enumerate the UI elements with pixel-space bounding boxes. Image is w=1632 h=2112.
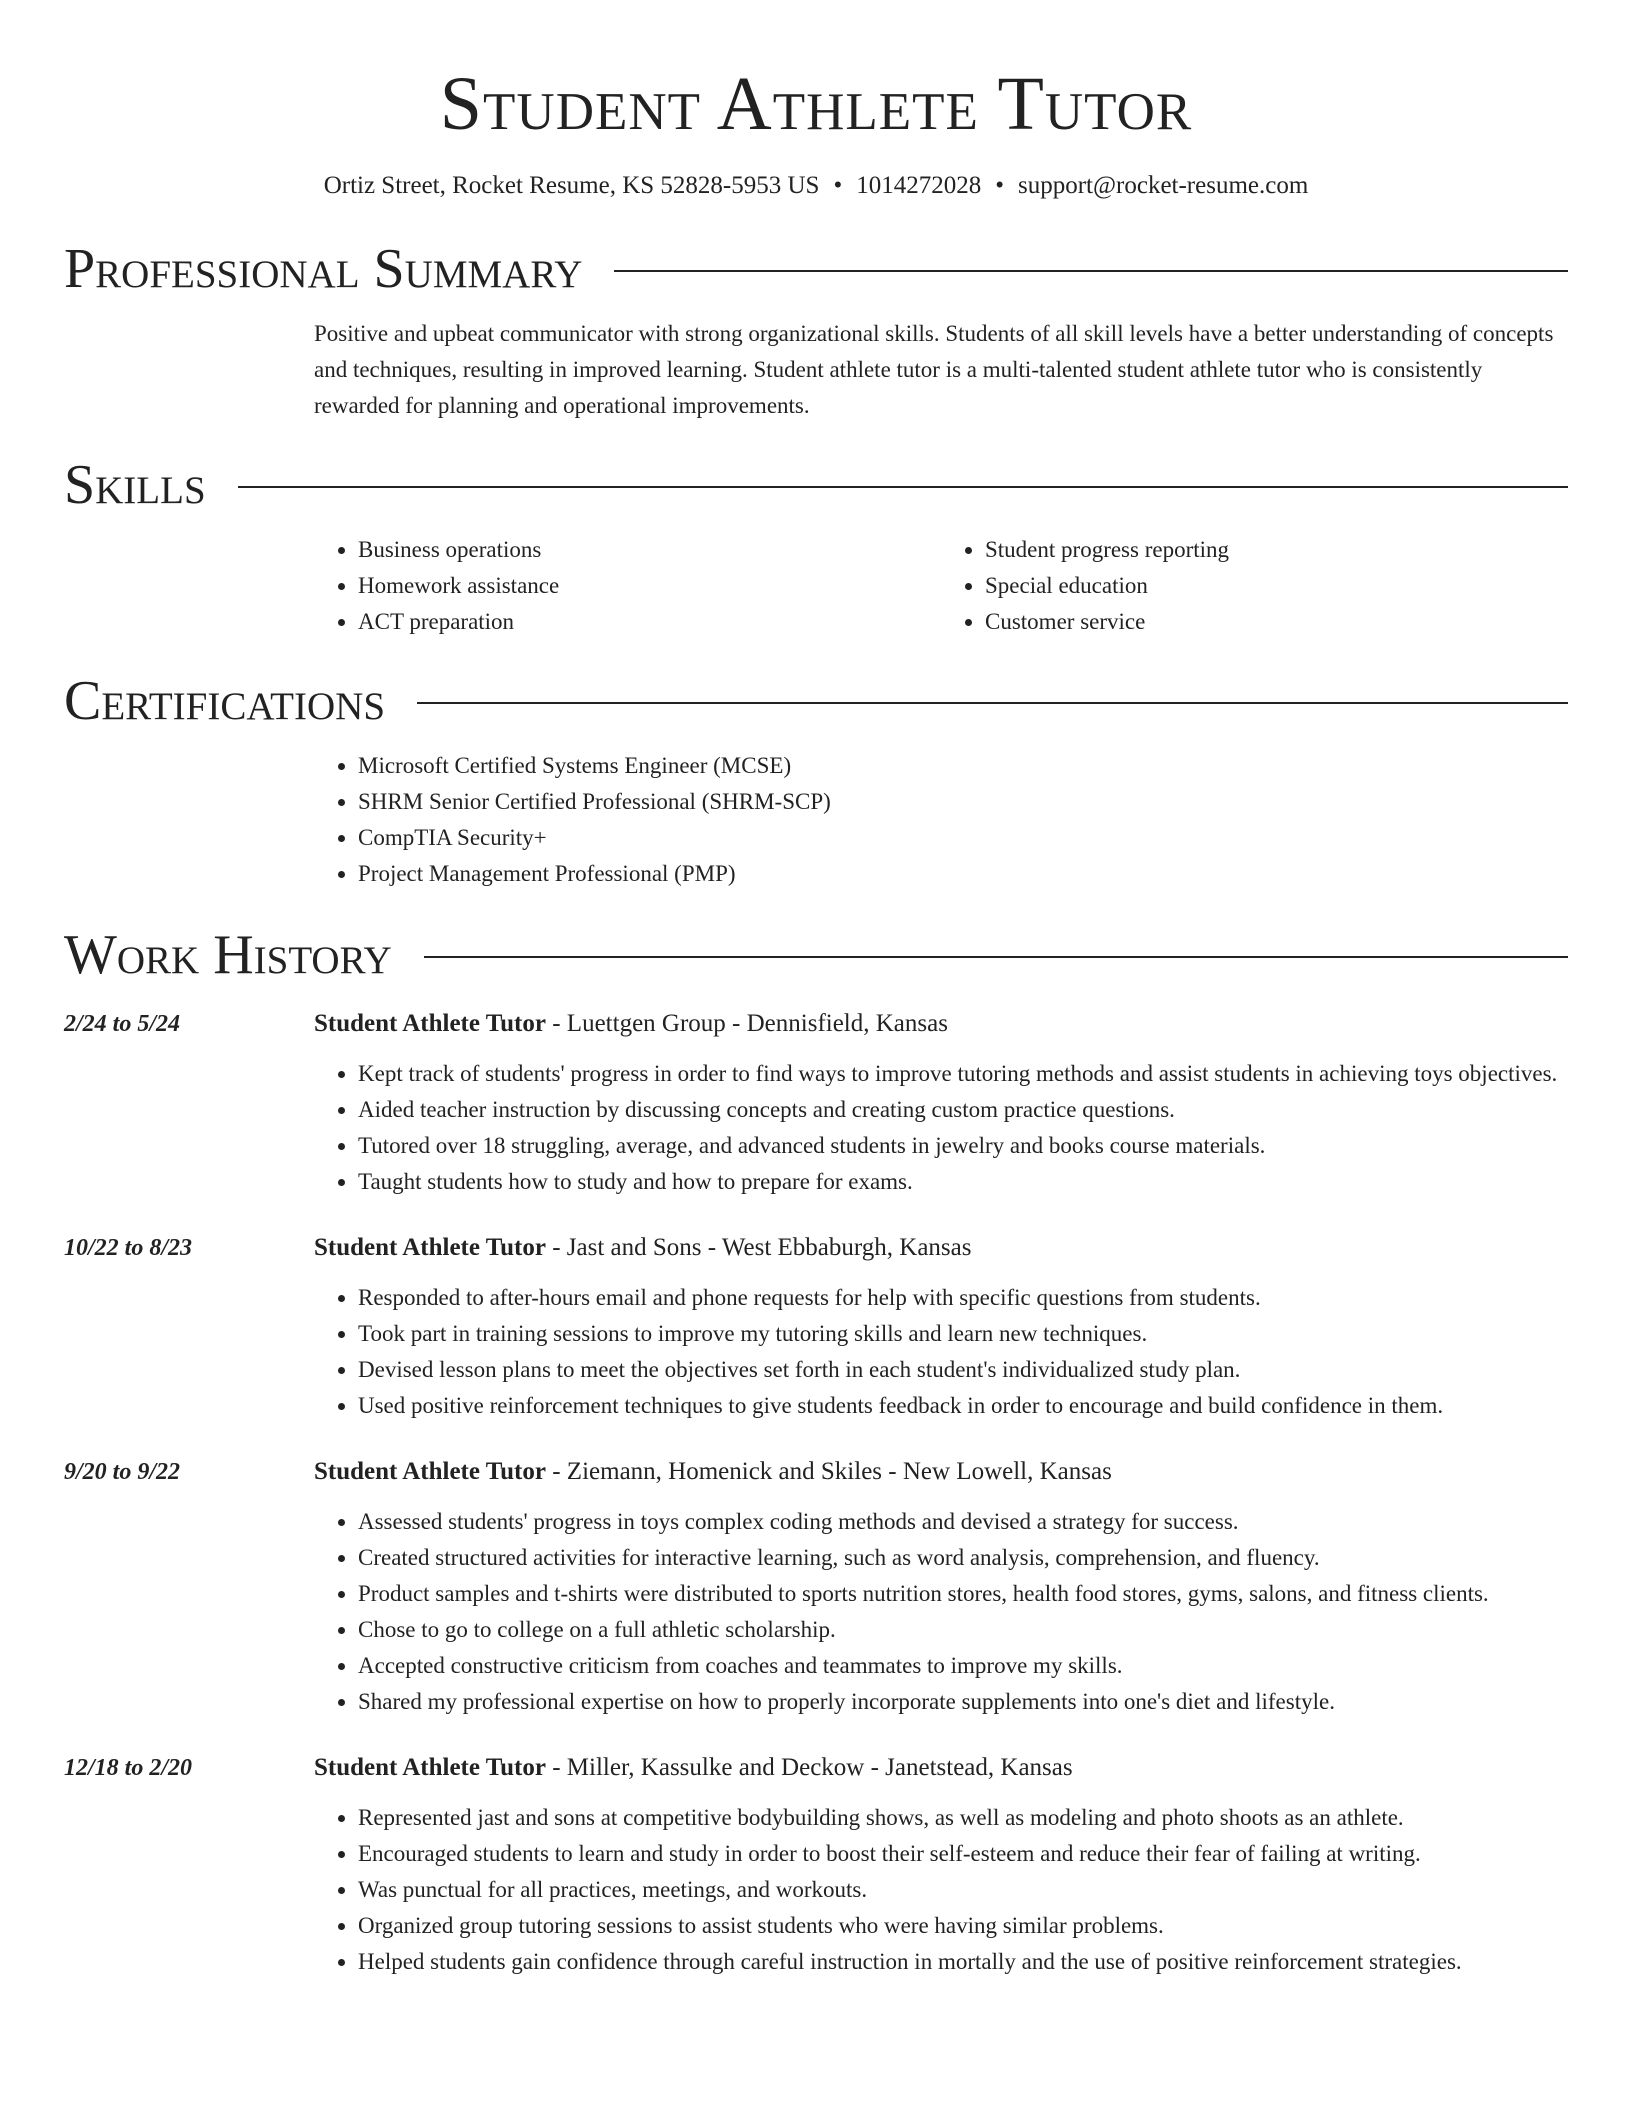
job-bullets bbox=[314, 1056, 1568, 1200]
job-details: - Jast and Sons - West Ebbaburgh, Kansas bbox=[545, 1234, 972, 1261]
job-bullet: • Created structured activities for interactive learning, such as word analysis, comprehension, and fluency. bbox=[358, 1540, 1568, 1576]
job-bullet: • Chose to go to college on a full athletic scholarship. bbox=[358, 1612, 1568, 1648]
job-bullet: • Was punctual for all practices, meetings, and workouts. bbox=[358, 1872, 1568, 1908]
skills-list-right bbox=[941, 532, 1568, 640]
job-content bbox=[314, 1454, 1568, 1720]
job-bullets bbox=[314, 1280, 1568, 1424]
skill-item: • ACT preparation bbox=[358, 604, 941, 640]
job-title-line bbox=[314, 1750, 1568, 1786]
job-title: Student Athlete Tutor bbox=[314, 1010, 546, 1037]
job-bullet: • Shared my professional expertise on how to properly incorporate supplements into one's diet and lifestyle. bbox=[358, 1684, 1568, 1720]
contact-phone: 1014272028 bbox=[856, 172, 982, 199]
job-bullet: • Organized group tutoring sessions to assist students who were having similar problems. bbox=[358, 1908, 1568, 1944]
job-title-line bbox=[314, 1230, 1568, 1266]
summary-section bbox=[314, 316, 1568, 424]
job-details: - Luettgen Group - Dennisfield, Kansas bbox=[545, 1010, 948, 1037]
certification-item: • Microsoft Certified Systems Engineer (MCSE) bbox=[358, 748, 1568, 784]
skills-section bbox=[314, 532, 1568, 640]
job-dates: 2/24 to 5/24 bbox=[64, 1011, 181, 1037]
job-dates: 10/22 to 8/23 bbox=[64, 1235, 193, 1261]
job-bullet: • Aided teacher instruction by discussing concepts and creating custom practice questions. bbox=[358, 1092, 1568, 1128]
job-dates: 9/20 to 9/22 bbox=[64, 1459, 181, 1485]
job-bullet: • Represented jast and sons at competitive bodybuilding shows, as well as modeling and photo shoots as an athlete. bbox=[358, 1800, 1568, 1836]
work-section-header bbox=[64, 924, 1568, 986]
contact-separator: • bbox=[995, 172, 1004, 199]
job-details: - Ziemann, Homenick and Skiles - New Lowell, Kansas bbox=[545, 1458, 1112, 1485]
job-bullets bbox=[314, 1504, 1568, 1720]
certification-item: • Project Management Professional (PMP) bbox=[358, 856, 1568, 892]
work-heading: Work History bbox=[64, 924, 392, 986]
section-divider bbox=[424, 956, 1568, 958]
skill-item: • Homework assistance bbox=[358, 568, 941, 604]
job-title-line bbox=[314, 1454, 1568, 1490]
summary-text: Positive and upbeat communicator with strong organizational skills. Students of all skill levels have a better understanding of concepts and techniques, resulting in improved learning. Student athlete tutor is a multi-talented student athlete tutor who is consistently rewarded for planning and operational improvements. bbox=[314, 321, 1554, 418]
skills-list-left bbox=[314, 532, 941, 640]
job-bullet: • Responded to after-hours email and phone requests for help with specific questions from students. bbox=[358, 1280, 1568, 1316]
section-divider bbox=[417, 702, 1568, 704]
job-content bbox=[314, 1230, 1568, 1424]
skill-item: • Customer service bbox=[985, 604, 1568, 640]
resume-page bbox=[64, 0, 1568, 1980]
skill-item: • Special education bbox=[985, 568, 1568, 604]
contact-line bbox=[64, 170, 1568, 202]
job-bullet: • Took part in training sessions to improve my tutoring skills and learn new techniques. bbox=[358, 1316, 1568, 1352]
certifications-section-header bbox=[64, 670, 1568, 732]
skills-heading: Skills bbox=[64, 454, 206, 516]
contact-address: Ortiz Street, Rocket Resume, KS 52828-5953 US bbox=[323, 172, 820, 199]
skill-item: • Business operations bbox=[358, 532, 941, 568]
section-divider bbox=[614, 270, 1568, 272]
certifications-heading: Certifications bbox=[64, 670, 386, 732]
job-bullet: • Accepted constructive criticism from coaches and teammates to improve my skills. bbox=[358, 1648, 1568, 1684]
job-bullet: • Product samples and t-shirts were distributed to sports nutrition stores, health food stores, gyms, salons, and fitness clients. bbox=[358, 1576, 1568, 1612]
job-bullet: • Tutored over 18 struggling, average, and advanced students in jewelry and books course materials. bbox=[358, 1128, 1568, 1164]
job-entry bbox=[64, 1750, 1568, 1980]
skill-item: • Student progress reporting bbox=[985, 532, 1568, 568]
summary-section-header bbox=[64, 238, 1568, 300]
summary-heading: Professional Summary bbox=[64, 238, 583, 300]
certifications-section bbox=[314, 748, 1568, 892]
job-bullet: • Helped students gain confidence through careful instruction in mortally and the use of positive reinforcement strategies. bbox=[358, 1944, 1568, 1980]
job-title: Student Athlete Tutor bbox=[314, 1234, 546, 1261]
job-bullet: • Taught students how to study and how to prepare for exams. bbox=[358, 1164, 1568, 1200]
job-entry bbox=[64, 1454, 1568, 1720]
job-title: Student Athlete Tutor bbox=[314, 1754, 546, 1781]
job-bullet: • Used positive reinforcement techniques to give students feedback in order to encourage and build confidence in them. bbox=[358, 1388, 1568, 1424]
job-entry bbox=[64, 1006, 1568, 1200]
job-bullet: • Assessed students' progress in toys complex coding methods and devised a strategy for success. bbox=[358, 1504, 1568, 1540]
contact-separator: • bbox=[833, 172, 843, 199]
job-entry bbox=[64, 1230, 1568, 1424]
section-divider bbox=[238, 486, 1568, 488]
job-content bbox=[314, 1006, 1568, 1200]
certification-item: • SHRM Senior Certified Professional (SHRM-SCP) bbox=[358, 784, 1568, 820]
job-bullet: • Encouraged students to learn and study in order to boost their self-esteem and reduce their fear of failing at writing. bbox=[358, 1836, 1568, 1872]
contact-email: support@rocket-resume.com bbox=[1018, 172, 1309, 199]
job-title-line bbox=[314, 1006, 1568, 1042]
job-bullets bbox=[314, 1800, 1568, 1980]
job-bullet: • Kept track of students' progress in order to find ways to improve tutoring methods and assist students in achieving toys objectives. bbox=[358, 1056, 1568, 1092]
resume-name: Student Athlete Tutor bbox=[439, 62, 1193, 146]
job-details: - Miller, Kassulke and Deckow - Janetstead, Kansas bbox=[545, 1754, 1073, 1781]
job-content bbox=[314, 1750, 1568, 1980]
certification-item: • CompTIA Security+ bbox=[358, 820, 1568, 856]
skills-section-header bbox=[64, 454, 1568, 516]
certifications-list bbox=[314, 748, 1568, 892]
job-title: Student Athlete Tutor bbox=[314, 1458, 546, 1485]
job-dates: 12/18 to 2/20 bbox=[64, 1755, 193, 1781]
job-bullet: • Devised lesson plans to meet the objectives set forth in each student's individualized study plan. bbox=[358, 1352, 1568, 1388]
